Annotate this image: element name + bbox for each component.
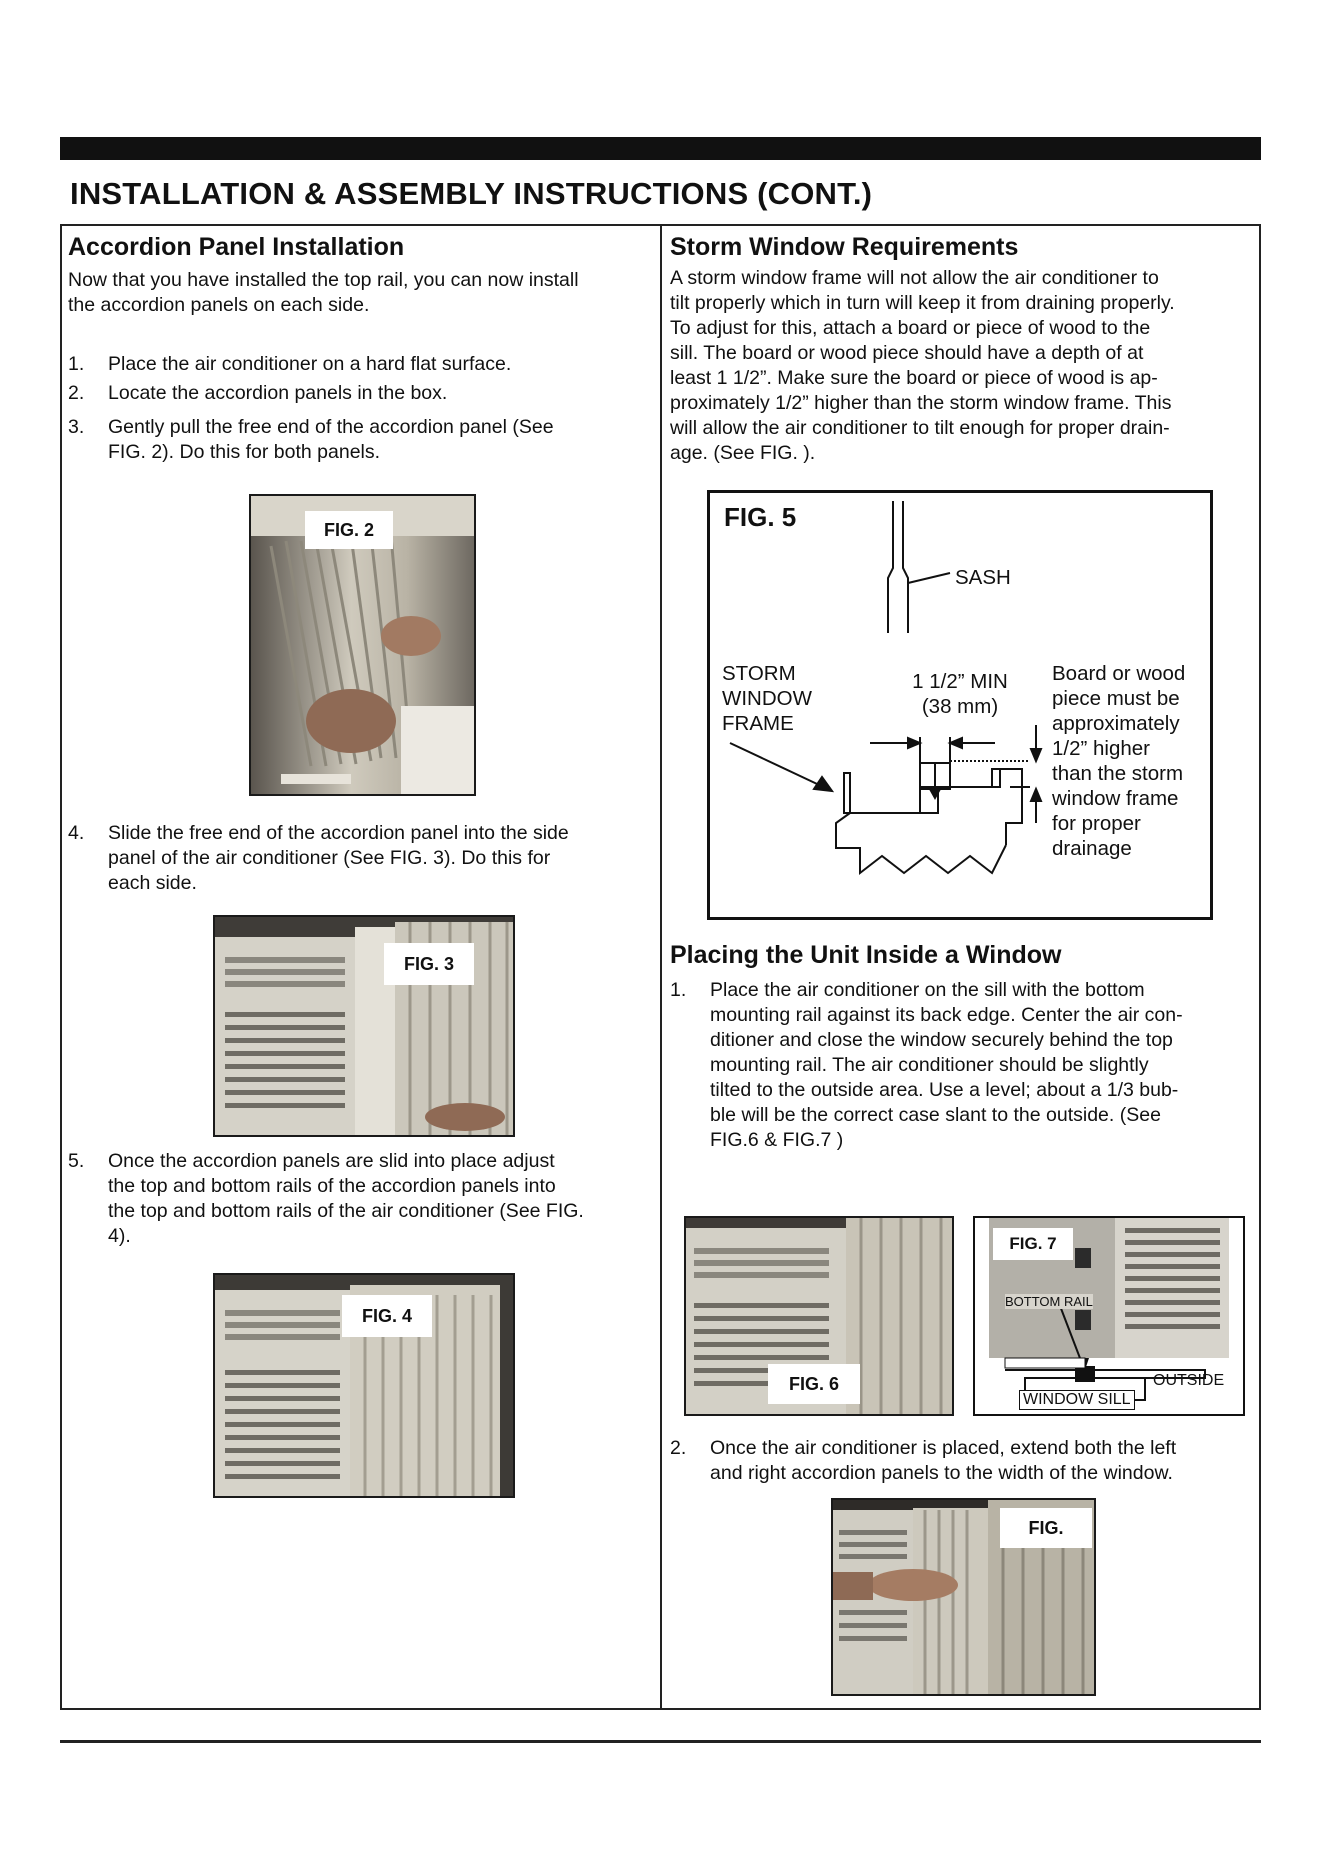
storm-line: proximately 1/2” higher than the storm window frame. This [670,392,1172,414]
step-line: the top and bottom rails of the accordion panels into [108,1175,556,1197]
fig7-label: FIG. 7 [993,1228,1073,1260]
step-line: Once the air conditioner is placed, extend both the left [710,1437,1177,1459]
fig8-photo [831,1498,1096,1696]
storm-frame-line: FRAME [722,712,794,735]
accordion-step-1 [68,352,658,377]
accordion-step-5 [68,1149,658,1249]
step-text [108,1149,584,1249]
fig5-diagram [707,490,1213,920]
step-text: Locate the accordion panels in the box. [108,382,448,404]
step-line: tilted to the outside area. Use a level; about a 1/3 bub- [710,1079,1179,1101]
storm-frame-line: WINDOW [722,687,812,710]
board-note-line: Board or wood [1052,662,1186,685]
storm-line: tilt properly which in turn will keep it from draining properly. [670,292,1175,314]
placing-step-2 [670,1436,1256,1486]
page-title: INSTALLATION & ASSEMBLY INSTRUCTIONS (CONT.) [70,176,873,211]
storm-paragraph [670,266,1256,466]
fig2-photo [249,494,476,796]
step-line: Once the accordion panels are slid into place adjust [108,1150,555,1172]
storm-frame-label [722,661,812,736]
storm-line: sill. The board or wood piece should have a depth of at [670,342,1144,364]
step-number: 2. [68,382,85,404]
accordion-step-3 [68,415,658,465]
step-number: 1. [670,979,687,1001]
step-number: 1. [68,353,85,375]
placing-step-1 [670,978,1256,1153]
intro-line: Now that you have installed the top rail, you can now install [68,269,579,291]
step-line: FIG.6 & FIG.7 ) [710,1129,844,1151]
bottom-rail-label: BOTTOM RAIL [1005,1294,1093,1309]
fig6-label: FIG. 6 [768,1364,860,1404]
step-number: 5. [68,1150,85,1172]
fig7-diagram [973,1216,1245,1416]
storm-line: least 1 1/2”. Make sure the board or piece of wood is ap- [670,367,1158,389]
step-line: Place the air conditioner on the sill with the bottom [710,979,1145,1001]
board-note-line: 1/2” higher [1052,737,1151,760]
window-sill-label: WINDOW SILL [1019,1390,1135,1410]
fig4-photo [213,1273,515,1498]
fig6-photo [684,1216,954,1416]
step-line: FIG. 2). Do this for both panels. [108,441,381,463]
step-line: mounting rail against its back edge. Center the air con- [710,1004,1183,1026]
step-line: Slide the free end of the accordion panel into the side [108,822,569,844]
accordion-step-2 [68,381,658,406]
fig5-label: FIG. 5 [724,502,797,532]
board-note-line: approximately [1052,712,1180,735]
step-text [710,978,1183,1153]
step-number: 2. [670,1437,687,1459]
board-note-line: than the storm [1052,762,1184,785]
header-bar [60,137,1261,160]
board-note [1052,661,1185,861]
step-number: 3. [68,416,85,438]
step-line: ble will be the correct case slant to the outside. (See [710,1104,1161,1126]
accordion-intro [68,268,658,318]
board-note-line: for proper [1052,812,1141,835]
storm-line: A storm window frame will not allow the air conditioner to [670,267,1159,289]
step-line: ditioner and close the window securely behind the top [710,1029,1173,1051]
accordion-step-4 [68,821,658,896]
step-line: mounting rail. The air conditioner should be slightly [710,1054,1149,1076]
step-text [108,415,554,465]
intro-line: the accordion panels on each side. [68,294,370,316]
storm-line: To adjust for this, attach a board or piece of wood to the [670,317,1151,339]
step-line: the top and bottom rails of the air conditioner (See FIG. [108,1200,584,1222]
storm-line: will allow the air conditioner to tilt enough for proper drain- [670,417,1170,439]
column-divider [660,224,662,1710]
fig3-photo [213,915,515,1137]
storm-heading: Storm Window Requirements [670,233,1019,261]
min-depth-label [890,669,1030,719]
fig8-label: FIG. [1000,1508,1092,1548]
fig2-label: FIG. 2 [305,511,393,549]
fig3-label: FIG. 3 [384,943,474,985]
board-note-line: drainage [1052,837,1132,860]
accordion-heading: Accordion Panel Installation [68,233,405,261]
storm-line: age. (See FIG. ). [670,442,816,464]
step-text [108,821,569,896]
step-line: 4). [108,1225,131,1247]
outside-label: OUTSIDE [1153,1372,1225,1389]
step-line: each side. [108,872,197,894]
storm-frame-line: STORM [722,662,796,685]
step-number: 4. [68,822,85,844]
placing-heading: Placing the Unit Inside a Window [670,941,1062,969]
step-line: and right accordion panels to the width of the window. [710,1462,1173,1484]
sash-label: SASH [955,566,1011,589]
step-text [710,1436,1176,1486]
min-depth-line: 1 1/2” MIN [912,670,1008,693]
fig4-label: FIG. 4 [342,1295,432,1337]
footer-rule [60,1740,1261,1743]
step-line: Gently pull the free end of the accordion panel (See [108,416,554,438]
min-depth-line: (38 mm) [921,695,999,718]
step-line: panel of the air conditioner (See FIG. 3). Do this for [108,847,551,869]
board-note-line: piece must be [1052,687,1180,710]
step-text: Place the air conditioner on a hard flat surface. [108,353,512,375]
board-note-line: window frame [1052,787,1179,810]
